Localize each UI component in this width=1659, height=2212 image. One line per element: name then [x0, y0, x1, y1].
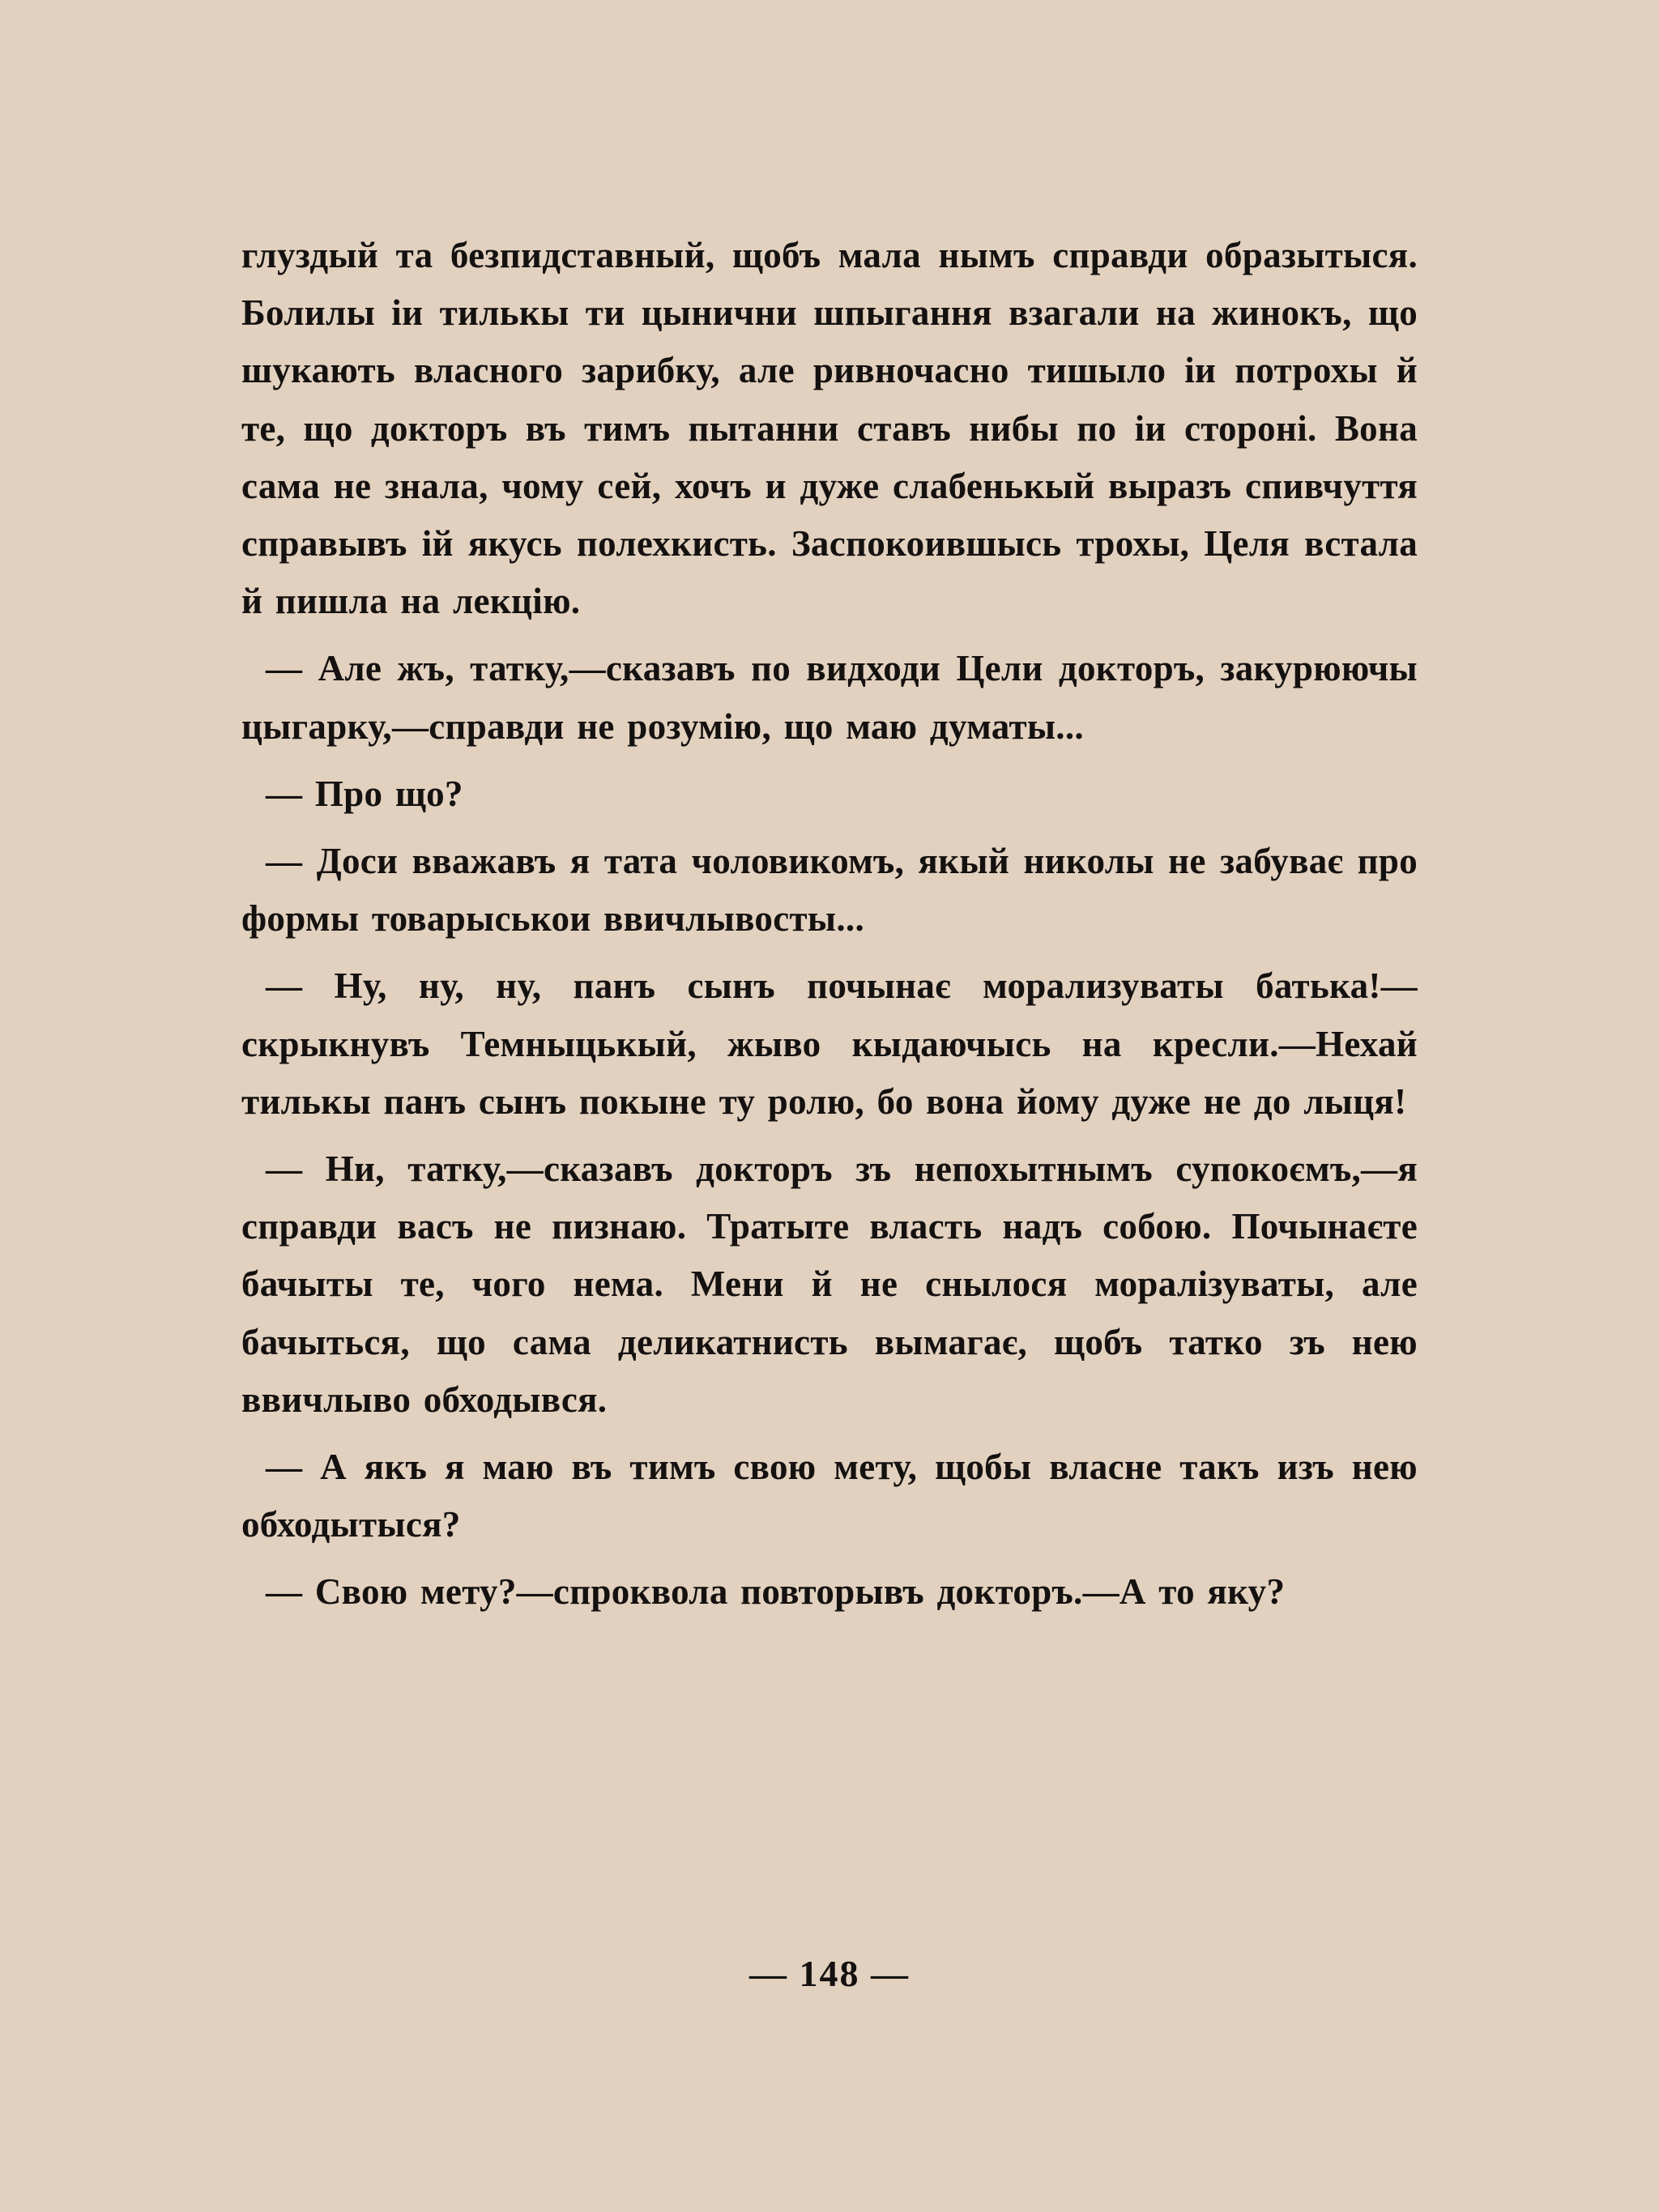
paragraph: глуздый та безпидставный, щобъ мала нымъ справди образытыся. Болилы іи тилькы ти цынични шпыгання взагали на жинокъ, що шукають власного зарибку, але ривночасно тишыло іи потрохы й те, що докторъ въ тимъ пытанни ставъ нибы по іи стороні. Вона сама не знала, чому сей, хочъ и дуже слабенькый выразъ спивчуття справывъ ій якусь полехкисть. Заспокоившысь трохы, Целя встала й пишла на лекцію. [241, 235, 1418, 622]
paragraph: — Ну, ну, ну, панъ сынъ почынає морализуваты батька!—скрыкнувъ Темныцькый, жыво кыдаючысь на кресли.—Нехай тилькы панъ сынъ покыне ту ролю, бо вона йому дуже не до лыця! [241, 965, 1418, 1122]
page-number: — 148 — [749, 1953, 910, 1994]
page-body [241, 227, 1418, 1622]
paragraph: — Свою мету?—спроквола повторывъ докторъ.—А то яку? [266, 1571, 1286, 1613]
paragraph: — Але жъ, татку,—сказавъ по видходи Цели докторъ, закурюючы цыгарку,—справди не розумію, що маю думаты... [241, 648, 1418, 747]
paragraph: — А якъ я маю въ тимъ свою мету, щобы власне такъ изъ нею обходытыся? [241, 1447, 1418, 1545]
paragraph: — Ни, татку,—сказавъ докторъ зъ непохытнымъ супокоємъ,—я справди васъ не пизнаю. Тратыте власть надъ собою. Почынаєте бачыты те, чого нема. Мени й не снылося моралізуваты, але бачыться, що сама деликатнисть вымагає, щобъ татко зъ нею ввичлыво обходывся. [241, 1149, 1418, 1420]
paragraph: — Про що? [266, 773, 463, 814]
paragraph: — Доси вважавъ я тата чоловикомъ, якый николы не забуває про формы товарыськои ввичлывосты... [241, 841, 1418, 940]
